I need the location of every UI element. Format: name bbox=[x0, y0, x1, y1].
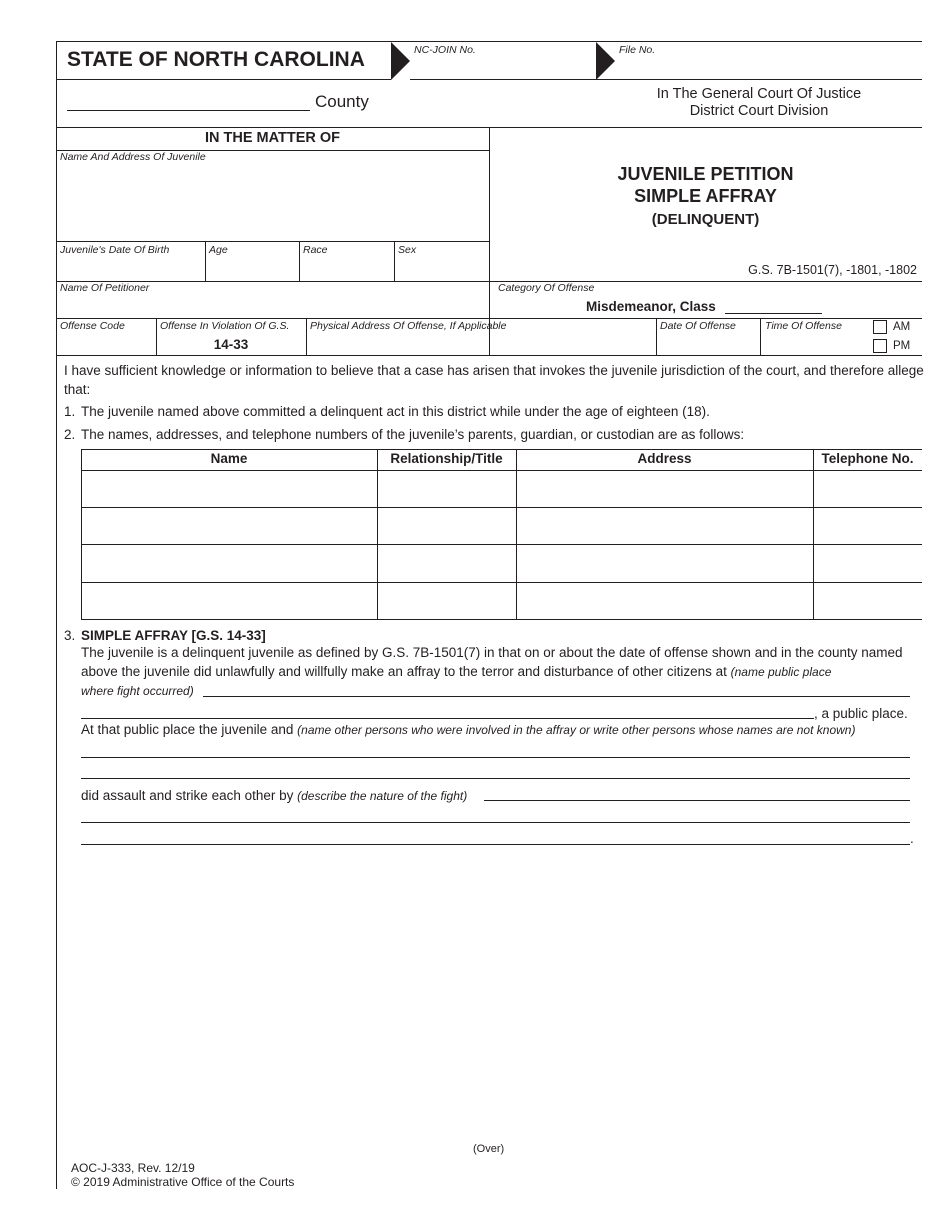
title-line-2: SIMPLE AFFRAY bbox=[634, 186, 777, 206]
juvenile-name-label: Name And Address Of Juvenile bbox=[60, 151, 206, 163]
petitioner-label: Name Of Petitioner bbox=[60, 282, 150, 294]
county-label: County bbox=[315, 92, 369, 111]
violation-value: 14-33 bbox=[213, 337, 249, 352]
nc-join-arrow-icon bbox=[391, 42, 410, 80]
item-1-text: The juvenile named above committed a delinquent act in this district while under the age of eighteen (18). bbox=[81, 404, 710, 419]
item-1-number: 1. bbox=[64, 404, 76, 419]
table-cell-input[interactable] bbox=[814, 471, 922, 507]
offense-divider-3 bbox=[656, 318, 657, 355]
item-3-body: The juvenile is a delinquent juvenile as defined by G.S. 7B-1501(7) in that on or about the date of offense shown and in the county named above the juvenile did unlawfully and willfully make an affray to the terror and disturbance of other citizens at bbox=[81, 645, 903, 679]
race-label: Race bbox=[303, 244, 328, 256]
am-label: AM bbox=[893, 321, 911, 333]
copyright: © 2019 Administrative Office of the Courts bbox=[71, 1175, 295, 1189]
table-header-relationship: Relationship/Title bbox=[390, 451, 503, 466]
left-border bbox=[56, 41, 57, 1189]
fight-description-line-1[interactable] bbox=[484, 800, 910, 801]
sex-label: Sex bbox=[398, 244, 417, 256]
juvenile-name-field[interactable] bbox=[60, 165, 485, 239]
table-row-line bbox=[81, 507, 922, 508]
file-no-field[interactable] bbox=[619, 56, 919, 78]
table-row-line bbox=[81, 582, 922, 583]
statute-reference: G.S. 7B-1501(7), -1801, -1802 bbox=[748, 263, 917, 277]
title-line-3: (DELINQUENT) bbox=[651, 211, 760, 228]
am-checkbox[interactable] bbox=[873, 320, 887, 334]
misdemeanor-class-field[interactable] bbox=[725, 313, 822, 314]
offense-divider-4 bbox=[760, 318, 761, 355]
table-header-name: Name bbox=[210, 451, 248, 466]
offense-code-label: Offense Code bbox=[60, 320, 125, 332]
top-rule bbox=[56, 41, 922, 42]
dob-row-top bbox=[56, 241, 489, 242]
item-2-number: 2. bbox=[64, 427, 76, 442]
header-mid-rule bbox=[56, 79, 391, 80]
item-3-number: 3. bbox=[64, 628, 76, 643]
pm-checkbox[interactable] bbox=[873, 339, 887, 353]
dob-label: Juvenile's Date Of Birth bbox=[60, 244, 170, 256]
offense-row-top bbox=[56, 318, 922, 319]
over-label: (Over) bbox=[473, 1143, 505, 1155]
assault-text bbox=[81, 786, 467, 806]
court-line-1: In The General Court Of Justice bbox=[656, 86, 862, 102]
dob-divider-3 bbox=[394, 241, 395, 281]
petitioner-field[interactable] bbox=[60, 295, 485, 315]
assault-label: did assault and strike each other by bbox=[81, 788, 294, 803]
assault-hint: (describe the nature of the fight) bbox=[297, 789, 468, 803]
at-place-hint: (name other persons who were involved in the affray or write other persons whose names are not known) bbox=[297, 723, 856, 737]
at-place-text bbox=[81, 720, 855, 740]
table-cell-input[interactable] bbox=[378, 471, 516, 507]
title-line-1: JUVENILE PETITION bbox=[617, 164, 794, 184]
at-place-label: At that public place the juvenile and bbox=[81, 722, 294, 737]
table-header-telephone: Telephone No. bbox=[821, 451, 914, 466]
nc-join-label: NC-JOIN No. bbox=[414, 44, 476, 56]
file-no-arrow-icon bbox=[596, 42, 615, 80]
nc-join-field[interactable] bbox=[414, 56, 594, 78]
form-id: AOC-J-333, Rev. 12/19 bbox=[71, 1161, 195, 1175]
fight-description-line-3[interactable] bbox=[81, 844, 910, 845]
header-mid-rule-right bbox=[410, 79, 922, 80]
table-cell-input[interactable] bbox=[82, 471, 377, 507]
county-field-line[interactable] bbox=[67, 110, 310, 111]
category-label: Category Of Offense bbox=[498, 282, 595, 294]
fight-description-line-2[interactable] bbox=[81, 822, 910, 823]
misdemeanor-label: Misdemeanor, Class bbox=[586, 299, 716, 314]
offense-address-label: Physical Address Of Offense, If Applicable bbox=[310, 320, 507, 332]
matter-heading: IN THE MATTER OF bbox=[204, 130, 341, 146]
offense-time-label: Time Of Offense bbox=[765, 320, 842, 332]
closing-period: . bbox=[910, 831, 914, 846]
table-row-line bbox=[81, 544, 922, 545]
item-3-text bbox=[81, 643, 913, 682]
table-top bbox=[81, 449, 922, 450]
table-cell-input[interactable] bbox=[517, 471, 813, 507]
other-persons-line-1[interactable] bbox=[81, 757, 910, 758]
offense-date-label: Date Of Offense bbox=[660, 320, 736, 332]
petitioner-row-top bbox=[56, 281, 922, 282]
dob-divider-2 bbox=[299, 241, 300, 281]
offense-row-bottom bbox=[56, 355, 922, 356]
age-label: Age bbox=[209, 244, 228, 256]
offense-divider-2 bbox=[306, 318, 307, 355]
public-place-text: , a public place. bbox=[814, 706, 908, 721]
state-title: STATE OF NORTH CAROLINA bbox=[67, 48, 365, 71]
item-3-hint-cont: where fight occurred) bbox=[81, 684, 194, 698]
table-bottom bbox=[81, 619, 922, 620]
public-place-field-line-1[interactable] bbox=[203, 696, 910, 697]
dob-divider-1 bbox=[205, 241, 206, 281]
public-place-field-line-2[interactable] bbox=[81, 718, 814, 719]
file-no-label: File No. bbox=[619, 44, 656, 56]
court-line-2: District Court Division bbox=[689, 103, 829, 119]
pm-label: PM bbox=[893, 340, 911, 352]
intro-paragraph: I have sufficient knowledge or information to believe that a case has arisen that invokes the juvenile jurisdiction of the court, and therefore allege that: bbox=[64, 363, 924, 397]
item-2-text: The names, addresses, and telephone numbers of the juvenile’s parents, guardian, or custodian are as follows: bbox=[81, 427, 745, 442]
item-3-hint: (name public place bbox=[730, 665, 832, 679]
item-3-heading: SIMPLE AFFRAY [G.S. 14-33] bbox=[81, 628, 266, 643]
other-persons-line-2[interactable] bbox=[81, 778, 910, 779]
table-header-address: Address bbox=[637, 451, 692, 466]
violation-label: Offense In Violation Of G.S. bbox=[160, 320, 290, 332]
